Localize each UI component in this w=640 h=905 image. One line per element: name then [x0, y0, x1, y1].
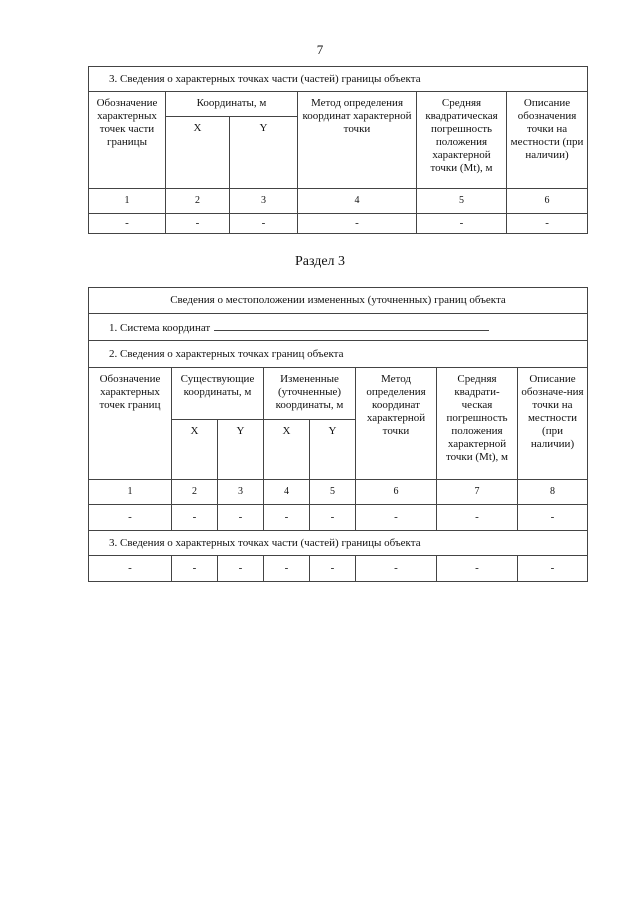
table1-number: 4	[298, 189, 417, 214]
coord-system-row	[89, 314, 588, 341]
table2-col-method: Метод определения координат характерной точки	[356, 368, 437, 480]
table2-col-changed: Измененные (уточненные) координаты, м	[264, 368, 356, 420]
table1-cell: -	[298, 214, 417, 234]
table2-col-y: Y	[310, 420, 356, 480]
table2-col-x: X	[172, 420, 218, 480]
table2-cell: -	[89, 556, 172, 582]
table2-number: 8	[518, 480, 588, 505]
table1-cell: -	[507, 214, 588, 234]
section-title: Раздел 3	[294, 254, 346, 269]
table1-number: 2	[166, 189, 230, 214]
table1-col-x: X	[166, 117, 230, 189]
table2-cell: -	[437, 556, 518, 582]
table2-cell: -	[264, 505, 310, 531]
table2-col-x: X	[264, 420, 310, 480]
table2-number: 3	[218, 480, 264, 505]
table1-col-coords: Координаты, м	[166, 92, 298, 117]
table1-number: 6	[507, 189, 588, 214]
table2-cell: -	[356, 505, 437, 531]
table1-number: 5	[417, 189, 507, 214]
table2-col-points: Обозначение характерных точек границ	[89, 368, 172, 480]
table1-cell: -	[89, 214, 166, 234]
table2-number: 2	[172, 480, 218, 505]
coord-system-blank-line	[214, 320, 489, 331]
table2-number: 1	[89, 480, 172, 505]
table1-cell: -	[166, 214, 230, 234]
table2-col-existing: Существующие координаты, м	[172, 368, 264, 420]
table1-col-error: Средняя квадратическая погрешность положения характерной точки (Mt), м	[417, 92, 507, 189]
table1-col-y: Y	[230, 117, 298, 189]
table1-number: 1	[89, 189, 166, 214]
table2-cell: -	[172, 556, 218, 582]
table1-cell: -	[230, 214, 298, 234]
table1-col-method: Метод определения координат характерной точки	[298, 92, 417, 189]
changed-borders-table	[88, 287, 588, 582]
table2-title: Сведения о местоположении измененных (уточненных) границ объекта	[89, 288, 588, 314]
table2-cell: -	[356, 556, 437, 582]
table2-col-y: Y	[218, 420, 264, 480]
table2-cell: -	[218, 505, 264, 531]
table1-number: 3	[230, 189, 298, 214]
table2-col-desc: Описание обозначе-ния точки на местности (при наличии)	[518, 368, 588, 480]
table2-number: 7	[437, 480, 518, 505]
table2-cell: -	[218, 556, 264, 582]
table2-subtitle2: 2. Сведения о характерных точках границ объекта	[89, 341, 588, 368]
coord-system-label: 1. Система координат	[109, 321, 211, 334]
table1-title: 3. Сведения о характерных точках части (частей) границы объекта	[89, 67, 588, 92]
table2-cell: -	[89, 505, 172, 531]
table2-cell: -	[518, 505, 588, 531]
table2-cell: -	[437, 505, 518, 531]
table1-col-points: Обозначение характерных точек части границы	[89, 92, 166, 189]
table2-cell: -	[310, 556, 356, 582]
table2-number: 5	[310, 480, 356, 505]
partial-border-points-table	[88, 66, 588, 234]
table2-number: 6	[356, 480, 437, 505]
table2-subtitle3: 3. Сведения о характерных точках части (частей) границы объекта	[89, 531, 588, 556]
table1-col-desc: Описание обозначения точки на местности (при наличии)	[507, 92, 588, 189]
table2-cell: -	[518, 556, 588, 582]
table2-number: 4	[264, 480, 310, 505]
table2-cell: -	[264, 556, 310, 582]
table2-cell: -	[310, 505, 356, 531]
table2-cell: -	[172, 505, 218, 531]
page-number: 7	[316, 42, 324, 57]
table2-col-error: Средняя квадрати-ческая погрешность положения характерной точки (Mt), м	[437, 368, 518, 480]
table1-cell: -	[417, 214, 507, 234]
